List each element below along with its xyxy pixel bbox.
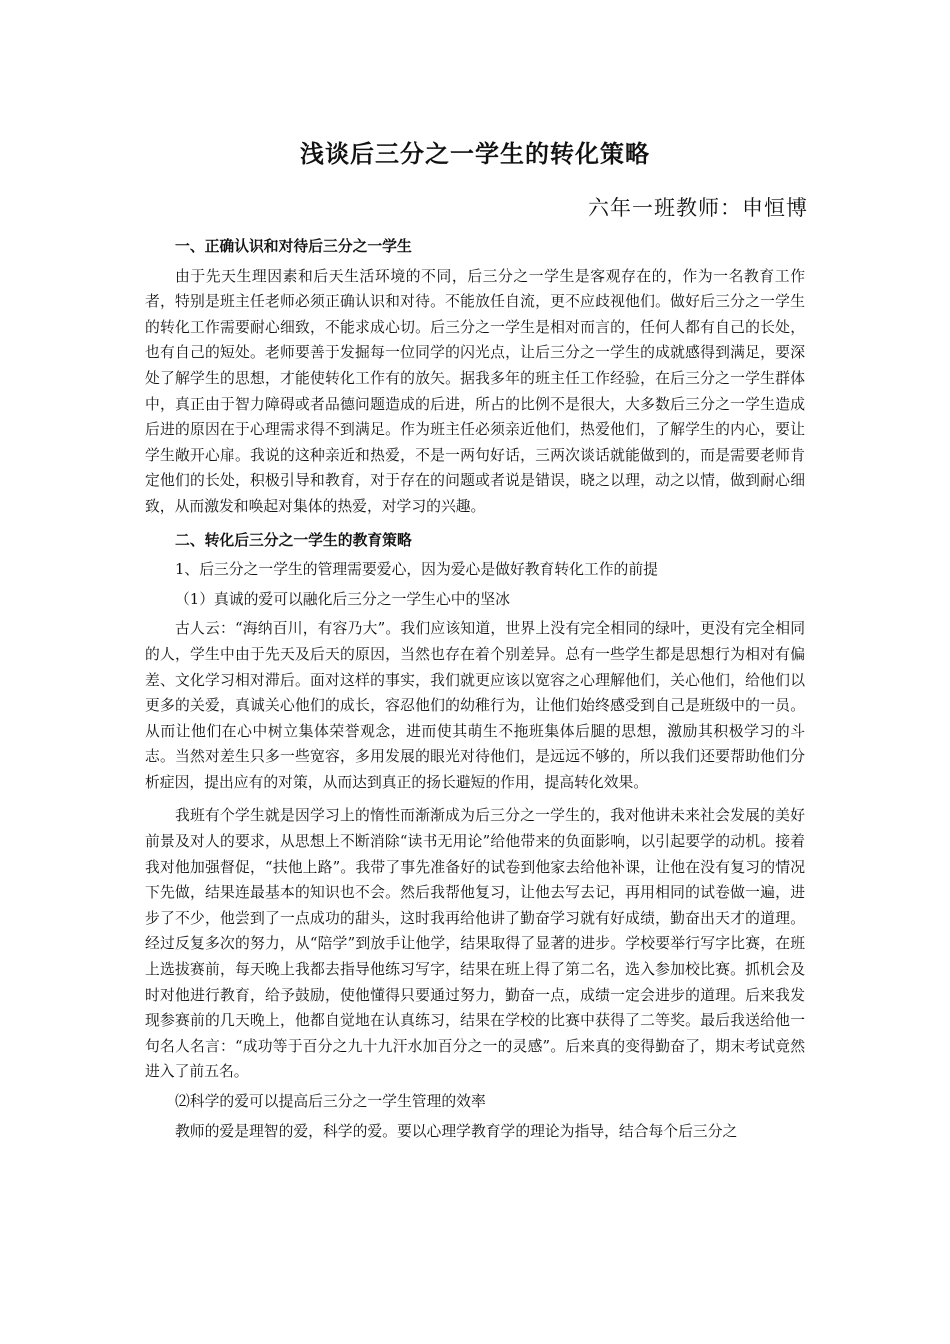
subsubsection-heading: （1）真诚的爱可以融化后三分之一学生心中的坚冰 xyxy=(175,590,510,608)
section-heading: 一、正确认识和对待后三分之一学生 xyxy=(175,238,412,255)
document-title: 浅谈后三分之一学生的转化策略 xyxy=(300,139,650,168)
paragraph: 我班有个学生就是因学习上的惰性而渐渐成为后三分之一学生的，我对他讲未来社会发展的美好前景及对人的要求，从思想上不断消除“读书无用论”给他带来的负面影响，以引起要学的动机。接着我对他加强督促，“扶他上路”。我带了事先准备好的试卷到他家去给他补课，让他在没有复习的情况下先做，结果连最基本的知识也不会。然后我帮他复习，让他去写去记，再用相同的试卷做一遍，进步了不少，他尝到了一点成功的甜头，这时我再给他讲了勤奋学习就有好成绩，勤奋出天才的道理。经过反复多次的努力，从“陪学”到放手让他学，结果取得了显著的进步。学校要举行写字比赛，在班上选拔赛前，每天晚上我都去指导他练习写字，结果在班上得了第二名，选入参加校比赛。抓机会及时对他进行教育，给予鼓励，使他懂得只要通过努力，勤奋一点，成绩一定会进步的道理。后来我发现参赛前的几天晚上，他都自觉地在认真练习，结果在学校的比赛中获得了二等奖。最后我送给他一句名人名言：“成功等于百分之九十九汗水加百分之一的灵感”。后来真的变得勤奋了，期末考试竟然进入了前五名。 xyxy=(145,807,805,1081)
paragraph: 古人云：“海纳百川，有容乃大”。我们应该知道，世界上没有完全相同的绿叶，更没有完全相同的人，学生中由于先天及后天的原因，当然也存在着个别差异。总有一些学生都是思想行为相对有偏差、文化学习相对滞后。面对这样的事实，我们就更应该以宽容之心理解他们，关心他们，给他们以更多的关爱，真诚关心他们的成长，容忍他们的幼稚行为，让他们始终感受到自己是班级中的一员。从而让他们在心中树立集体荣誉观念，进而使其萌生不拖班集体后腿的思想，激励其积极学习的斗志。当然对差生只多一些宽容，多用发展的眼光对待他们，是远远不够的，所以我们还要帮助他们分析症因，提出应有的对策，从而达到真正的扬长避短的作用，提高转化效果。 xyxy=(145,620,805,791)
section-heading: 二、转化后三分之一学生的教育策略 xyxy=(175,531,412,549)
document-body xyxy=(145,234,805,1144)
paragraph: 教师的爱是理智的爱，科学的爱。要以心理学教育学的理论为指导，结合每个后三分之 xyxy=(175,1122,738,1140)
author-line: 六年一班教师：申恒博 xyxy=(588,196,808,220)
subsection-heading: 1、后三分之一学生的管理需要爱心，因为爱心是做好教育转化工作的前提 xyxy=(175,561,658,579)
paragraph: 由于先天生理因素和后天生活环境的不同，后三分之一学生是客观存在的，作为一名教育工作者，特别是班主任老师必须正确认识和对待。不能放任自流，更不应歧视他们。做好后三分之一学生的转化工作需要耐心细致，不能求成心切。后三分之一学生是相对而言的，任何人都有自己的长处，也有自己的短处。老师要善于发掘每一位同学的闪光点，让后三分之一学生的成就感得到满足，要深处了解学生的思想，才能使转化工作有的放矢。据我多年的班主任工作经验，在后三分之一学生群体中，真正由于智力障碍或者品德问题造成的后进，所占的比例不是很大，大多数后三分之一学生造成后进的原因在于心理需求得不到满足。作为班主任必须亲近他们，热爱他们，了解学生的内心，要让学生敞开心扉。我说的这种亲近和热爱，不是一两句好话，三两次谈话就能做到的，而是需要老师肯定他们的长处，积极引导和教育，对于存在的问题或者说是错误，晓之以理，动之以情，做到耐心细致，从而激发和唤起对集体的热爱，对学习的兴趣。 xyxy=(145,267,805,515)
subsubsection-heading: ⑵科学的爱可以提高后三分之一学生管理的效率 xyxy=(175,1093,486,1110)
